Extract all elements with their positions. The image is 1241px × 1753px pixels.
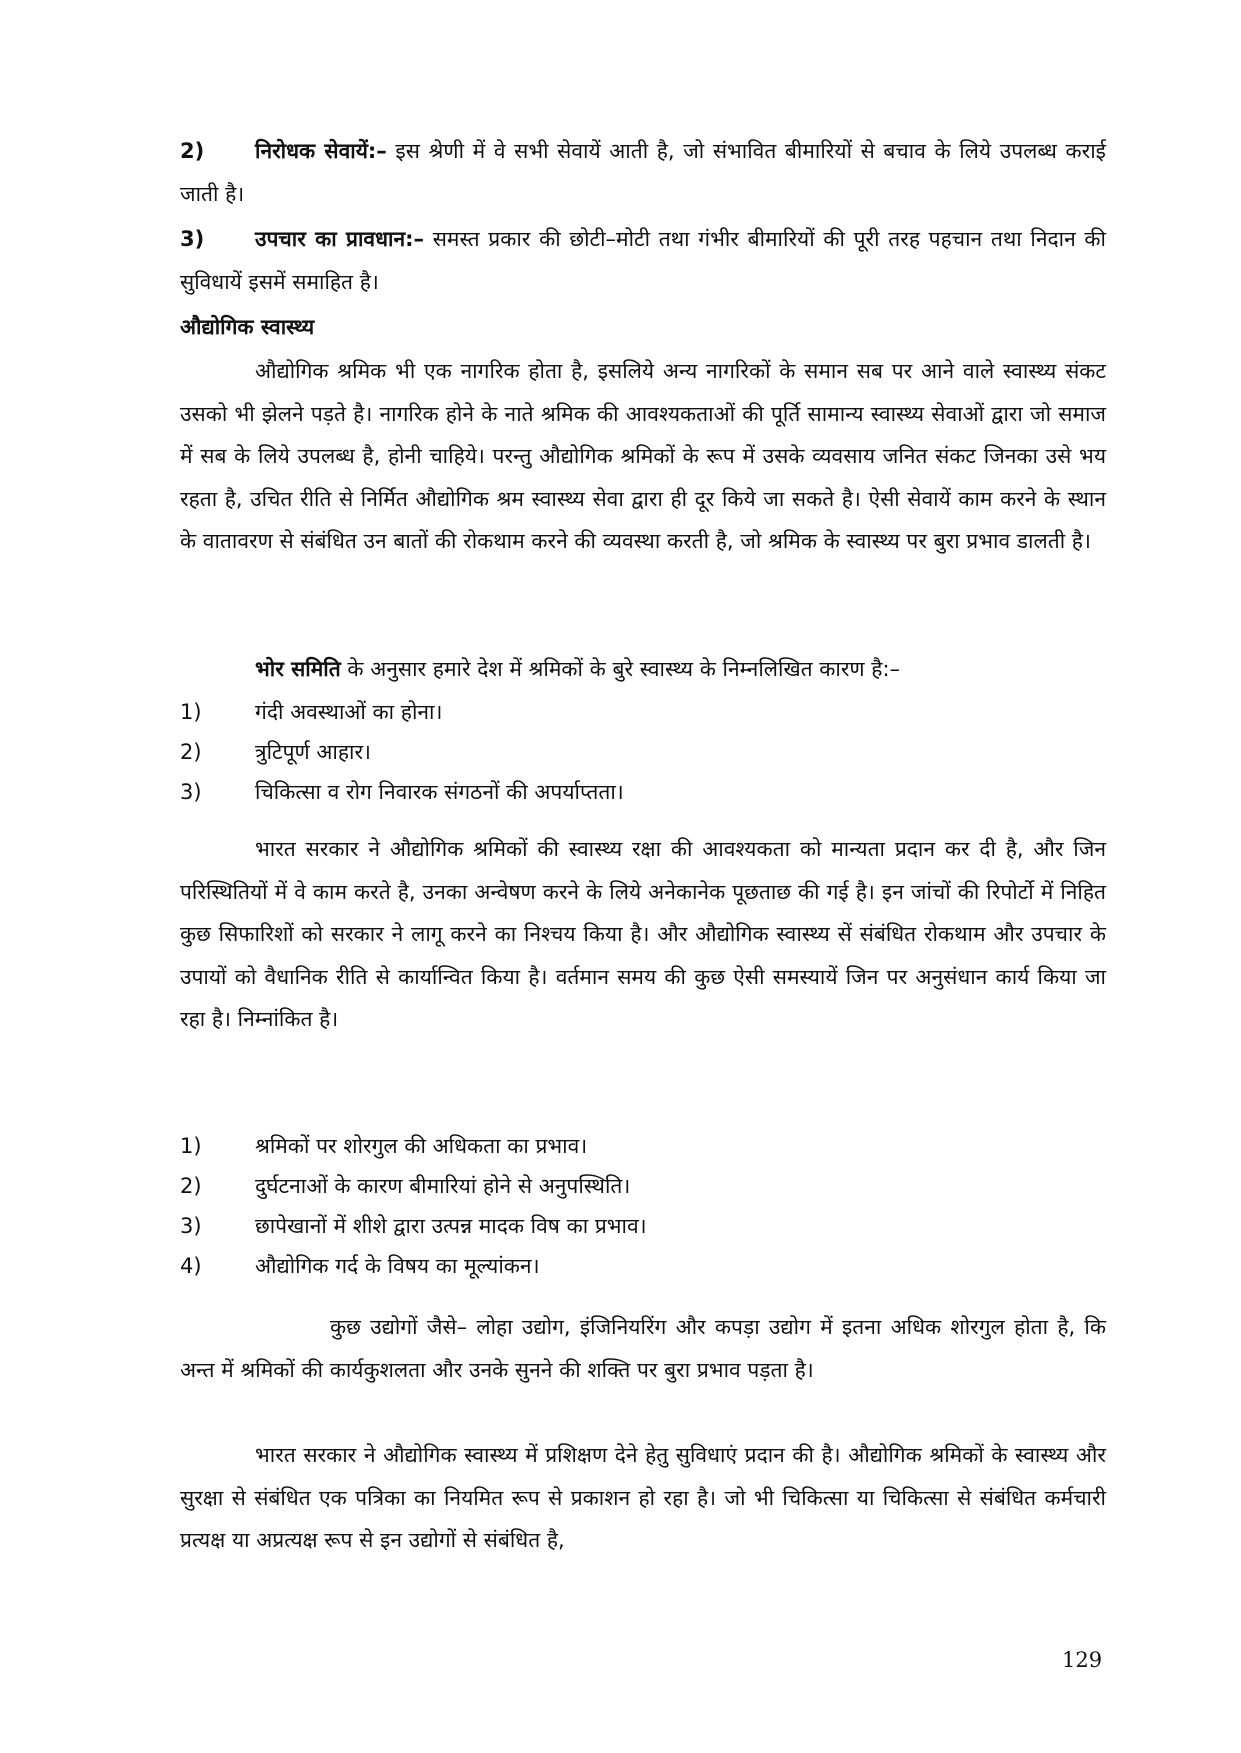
paragraph-text: के अनुसार हमारे देश में श्रमिकों के बुरे स्वास्थ्य के निम्नलिखित कारण है:–: [340, 657, 901, 681]
list-text: श्रमिकों पर शोरगुल की अधिकता का प्रभाव।: [255, 1134, 588, 1158]
section-heading-block: [180, 306, 1106, 348]
list-number: 1): [180, 700, 202, 724]
page-number: 129: [1062, 1648, 1103, 1672]
causes-list: [180, 692, 1106, 812]
research-problems-list: [180, 1126, 1106, 1286]
list-item: [180, 1206, 1106, 1246]
list-text: छापेखानों में शीशे द्वारा उत्पन्न मादक विष का प्रभाव।: [255, 1214, 647, 1238]
section-heading: औद्योगिक स्वास्थ्य: [180, 315, 315, 339]
paragraph-text: भारत सरकार ने औद्योगिक स्वास्थ्य में प्रशिक्षण देने हेतु सुविधाएं प्रदान की है। औद्योगिक श्रमिकों के स्वास्थ्य और सुरक्षा से संबंधित एक पत्रिका का नियमित रूप से प्रकाशन हो रहा है। जो भी चिकित्सा या चिकित्सा से संबंधित कर्मचारी प्रत्यक्ष या अप्रत्यक्ष रूप से इन उद्योगों से संबंधित है,: [180, 1443, 1106, 1552]
service-item-3: [180, 218, 1106, 303]
paragraph-1: [180, 350, 1106, 563]
paragraph-5: [180, 1434, 1106, 1562]
list-item: [180, 732, 1106, 772]
list-number: 1): [180, 1134, 202, 1158]
list-item: [180, 1126, 1106, 1166]
list-number: 3): [180, 1214, 202, 1238]
list-text: गंदी अवस्थाओं का होना।: [255, 700, 443, 724]
paragraph-4: [180, 1306, 1106, 1391]
paragraph-2: [180, 648, 1106, 691]
list-number: 4): [180, 1254, 202, 1278]
item-text: समस्त प्रकार की छोटी–मोटी तथा गंभीर बीमारियों की पूरी तरह पहचान तथा निदान की सुविधायें इसमें समाहित है।: [180, 227, 1106, 294]
item-title: उपचार का प्रावधान:–: [255, 227, 424, 251]
service-item-2: [180, 130, 1106, 215]
list-text: त्रुटिपूर्ण आहार।: [255, 740, 372, 764]
list-number: 2): [180, 1174, 202, 1198]
item-number: 3): [180, 227, 205, 251]
paragraph-text: कुछ उद्योगों जैसे– लोहा उद्योग, इंजिनियरिंग और कपड़ा उद्योग में इतना अधिक शोरगुल होता है, कि अन्त में श्रमिकों की कार्यकुशलता और उनके सुनने की शक्ति पर बुरा प्रभाव पड़ता है।: [180, 1315, 1106, 1382]
list-item: [180, 1246, 1106, 1286]
list-item: [180, 692, 1106, 732]
list-text: दुर्घटनाओं के कारण बीमारियां होने से अनुपस्थिति।: [255, 1174, 631, 1198]
item-text: इस श्रेणी में वे सभी सेवायें आती है, जो संभावित बीमारियों से बचाव के लिये उपलब्ध कराई जाती है।: [180, 139, 1106, 206]
list-text: चिकित्सा व रोग निवारक संगठनों की अपर्याप्तता।: [255, 780, 624, 804]
list-number: 3): [180, 780, 202, 804]
list-item: [180, 1166, 1106, 1206]
list-text: औद्योगिक गर्द के विषय का मूल्यांकन।: [255, 1254, 540, 1278]
list-item: [180, 772, 1106, 812]
list-number: 2): [180, 740, 202, 764]
paragraph-3: [180, 828, 1106, 1041]
item-number: 2): [180, 139, 205, 163]
item-title: निरोधक सेवायें:–: [255, 139, 387, 163]
committee-name: भोर समिति: [255, 657, 341, 681]
paragraph-text: भारत सरकार ने औद्योगिक श्रमिकों की स्वास्थ्य रक्षा की आवश्यकता को मान्यता प्रदान कर दी है, और जिन परिस्थितियों में वे काम करते है, उनका अन्वेषण करने के लिये अनेकानेक पूछताछ की गई है। इन जांचों की रिपोर्टो में निहित कुछ सिफारिशों को सरकार ने लागू करने का निश्चय किया है। और औद्योगिक स्वास्थ्य सें संबंधित रोकथाम और उपचार के उपायों को वैधानिक रीति से कार्यान्वित किया है। वर्तमान समय की कुछ ऐसी समस्यायें जिन पर अनुसंधान कार्य किया जा रहा है। निम्नांकित है।: [180, 837, 1106, 1031]
paragraph-text: औद्योगिक श्रमिक भी एक नागरिक होता है, इसलिये अन्य नागरिकों के समान सब पर आने वाले स्वास्थ्य संकट उसको भी झेलने पड़ते है। नागरिक होने के नाते श्रमिक की आवश्यकताओं की पूर्ति सामान्य स्वास्थ्य सेवाओं द्वारा जो समाज में सब के लिये उपलब्ध है, होनी चाहिये। परन्तु औद्योगिक श्रमिकों के रूप में उसके व्यवसाय जनित संकट जिनका उसे भय रहता है, उचित रीति से निर्मित औद्योगिक श्रम स्वास्थ्य सेवा द्वारा ही दूर किये जा सकते है। ऐसी सेवायें काम करने के स्थान के वातावरण से संबंधित उन बातों की रोकथाम करने की व्यवस्था करती है, जो श्रमिक के स्वास्थ्य पर बुरा प्रभाव डालती है।: [180, 359, 1106, 553]
